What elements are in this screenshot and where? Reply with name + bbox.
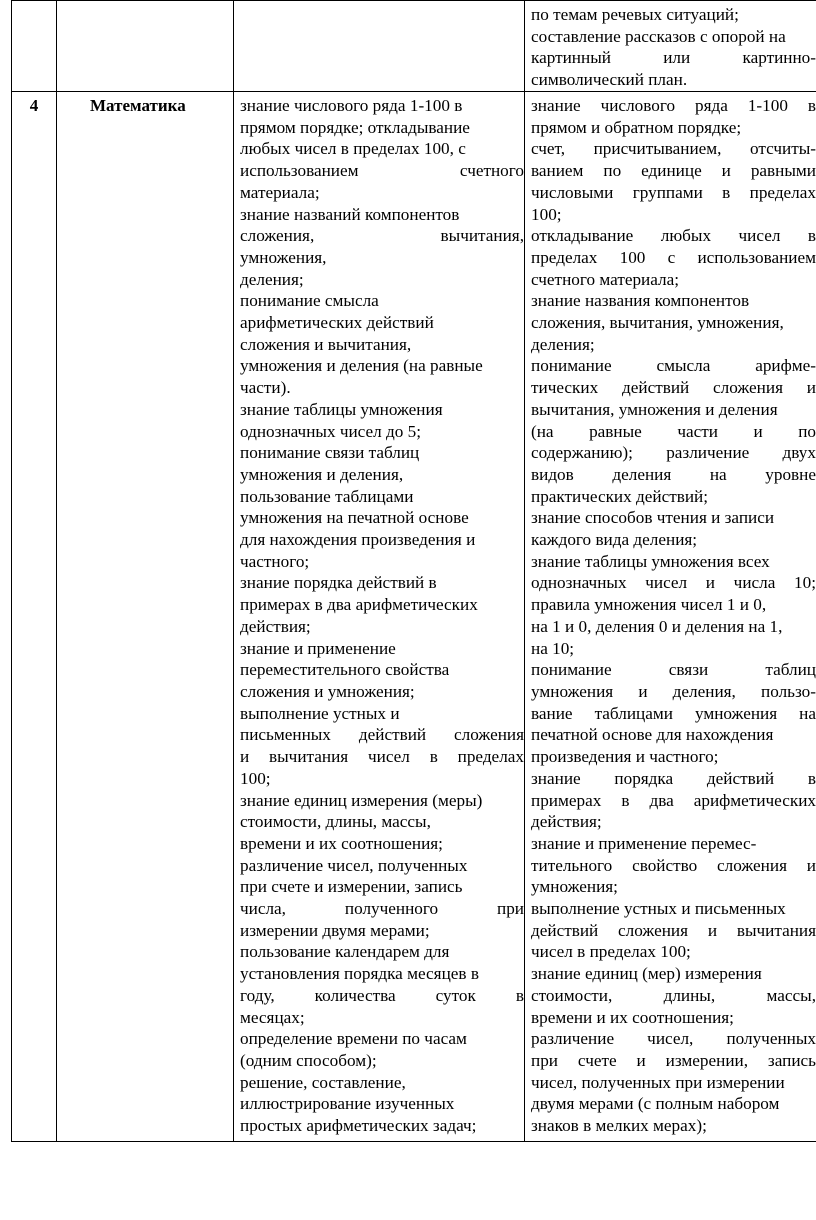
text-line: сложения, вычитания, умножения,	[531, 313, 784, 333]
text-line: умножения и деления, пользо-	[531, 681, 816, 701]
text-line: картинный или картинно-	[531, 48, 816, 68]
text-line: правила умножения чисел 1 и 0,	[531, 595, 767, 615]
text-line: действия;	[531, 812, 602, 832]
text-line: действий сложения и вычитания	[531, 920, 816, 940]
text-line: по темам речевых ситуаций;	[531, 5, 739, 24]
text-line: чисел, полученных при измерении	[531, 1072, 785, 1092]
text-line: 100;	[531, 204, 562, 224]
text-line: знание и применение	[240, 638, 396, 658]
text-line: прямом и обратном порядке;	[531, 117, 742, 137]
text-line: счет, присчитыванием, отсчиты-	[531, 139, 816, 159]
text-line: знаков в мелких мерах);	[531, 1116, 707, 1136]
text-line: числовыми группами в пределах	[531, 182, 816, 202]
text-line: выполнение устных и	[240, 703, 400, 723]
text-line: использованием счетного	[240, 161, 524, 181]
cell-empty-subject	[57, 1, 234, 92]
curriculum-table	[11, 0, 816, 1142]
cell-text	[525, 1, 816, 91]
text-line: определение времени по часам	[240, 1029, 467, 1049]
text-line: счетного материала;	[531, 269, 680, 289]
text-line: вание таблицами умножения на	[531, 703, 816, 723]
cell-empty-basic-level	[234, 1, 525, 92]
text-line: каждого вида деления;	[531, 530, 698, 550]
text-line: откладывание любых чисел в	[531, 226, 816, 246]
text-line: знание таблицы умножения	[240, 399, 443, 419]
text-line: знание названий компонентов	[240, 204, 460, 224]
text-line: знание таблицы умножения всех	[531, 551, 770, 571]
text-line: на 10;	[531, 638, 575, 658]
text-line: сложения, вычитания,	[240, 226, 524, 246]
text-line: прямом порядке; откладывание	[240, 117, 470, 137]
text-line: сложения и вычитания,	[240, 334, 412, 354]
cell-text	[234, 92, 524, 1141]
text-line: составление рассказов с опорой на	[531, 26, 786, 46]
text-line: произведения и частного;	[531, 747, 719, 767]
text-line: знание порядка действий в	[240, 573, 437, 593]
text-line: различение чисел, полученных	[531, 1029, 816, 1049]
text-line: сложения и умножения;	[240, 681, 415, 701]
text-line: и вычитания чисел в пределах	[240, 747, 524, 767]
text-line: умножения и деления,	[240, 464, 404, 484]
text-line: умножения на печатной основе	[240, 508, 469, 528]
text-line: двумя мерами (с полным набором	[531, 1094, 780, 1114]
cell-sufficient-level	[525, 92, 816, 1142]
text-line: практических действий;	[531, 486, 709, 506]
text-line: выполнение устных и письменных	[531, 899, 786, 919]
text-line: ванием по единице и равными	[531, 161, 816, 181]
text-line: видов деления на уровне	[531, 464, 816, 484]
text-line: деления;	[531, 334, 595, 354]
text-line: знание числового ряда 1-100 в	[240, 96, 463, 115]
text-line: умножения и деления (на равные	[240, 356, 483, 376]
text-line: печатной основе для нахождения	[531, 725, 774, 745]
text-line: для нахождения произведения и	[240, 530, 476, 550]
cell-text	[525, 92, 816, 1141]
text-line: переместительного свойства	[240, 660, 450, 680]
text-line: знание числового ряда 1-100 в	[531, 96, 816, 115]
text-line: числа, полученного при	[240, 899, 524, 919]
row-number: 4	[12, 92, 57, 1142]
text-line: пределах 100 с использованием	[531, 247, 816, 267]
text-line: при счете и измерении, запись	[531, 1050, 816, 1070]
text-line: понимание смысла	[240, 291, 379, 311]
text-line: иллюстрирование изученных	[240, 1094, 455, 1114]
text-line: понимание связи таблиц	[240, 443, 420, 463]
text-line: году, количества суток в	[240, 985, 524, 1005]
text-line: различение чисел, полученных	[240, 855, 468, 875]
text-line: знание единиц (мер) измерения	[531, 964, 762, 984]
text-line: действия;	[240, 616, 311, 636]
text-line: символический план.	[531, 70, 688, 90]
subject-name: Математика	[57, 92, 234, 1142]
text-line: пользование таблицами	[240, 486, 414, 506]
text-line: умножения;	[531, 877, 618, 897]
text-line: знание порядка действий в	[531, 768, 816, 788]
text-line: материала;	[240, 182, 320, 202]
text-line: понимание смысла арифме-	[531, 356, 816, 376]
cell-continued-sufficient-level	[525, 1, 816, 92]
text-line: однозначных чисел и числа 10;	[531, 573, 816, 593]
text-line: содержанию); различение двух	[531, 443, 816, 463]
text-line: стоимости, длины, массы,	[531, 985, 816, 1005]
text-line: пользование календарем для	[240, 942, 450, 962]
cell-minimal-level	[234, 92, 525, 1142]
text-line: установления порядка месяцев в	[240, 964, 479, 984]
text-line: примерах в два арифметических	[240, 595, 478, 615]
text-line: времени и их соотношения;	[240, 833, 443, 853]
text-line: примерах в два арифметических	[531, 790, 816, 810]
text-line: любых чисел в пределах 100, с	[240, 139, 466, 159]
text-line: чисел в пределах 100;	[531, 942, 691, 962]
text-line: при счете и измерении, запись	[240, 877, 463, 897]
text-line: знание и применение перемес-	[531, 833, 757, 853]
text-line: однозначных чисел до 5;	[240, 421, 422, 441]
text-line: стоимости, длины, массы,	[240, 812, 431, 832]
cell-empty-number	[12, 1, 57, 92]
text-line: деления;	[240, 269, 304, 289]
text-line: знание названия компонентов	[531, 291, 750, 311]
text-line: части).	[240, 378, 291, 398]
text-line: решение, составление,	[240, 1072, 406, 1092]
text-line: (одним способом);	[240, 1050, 377, 1070]
text-line: времени и их соотношения;	[531, 1007, 734, 1027]
text-line: простых арифметических задач;	[240, 1116, 477, 1136]
table-row-continued	[12, 1, 816, 92]
text-line: (на равные части и по	[531, 421, 816, 441]
text-line: частного;	[240, 551, 310, 571]
text-line: вычитания, умножения и деления	[531, 399, 778, 419]
text-line: месяцах;	[240, 1007, 305, 1027]
text-line: понимание связи таблиц	[531, 660, 816, 680]
text-line: знание единиц измерения (меры)	[240, 790, 483, 810]
text-line: 100;	[240, 768, 271, 788]
text-line: тительного свойство сложения и	[531, 855, 816, 875]
text-line: на 1 и 0, деления 0 и деления на 1,	[531, 616, 783, 636]
text-line: арифметических действий	[240, 313, 434, 333]
text-line: тических действий сложения и	[531, 378, 816, 398]
text-line: умножения,	[240, 247, 327, 267]
text-line: измерении двумя мерами;	[240, 920, 430, 940]
text-line: знание способов чтения и записи	[531, 508, 775, 528]
table-row	[12, 92, 816, 1142]
text-line: письменных действий сложения	[240, 725, 524, 745]
